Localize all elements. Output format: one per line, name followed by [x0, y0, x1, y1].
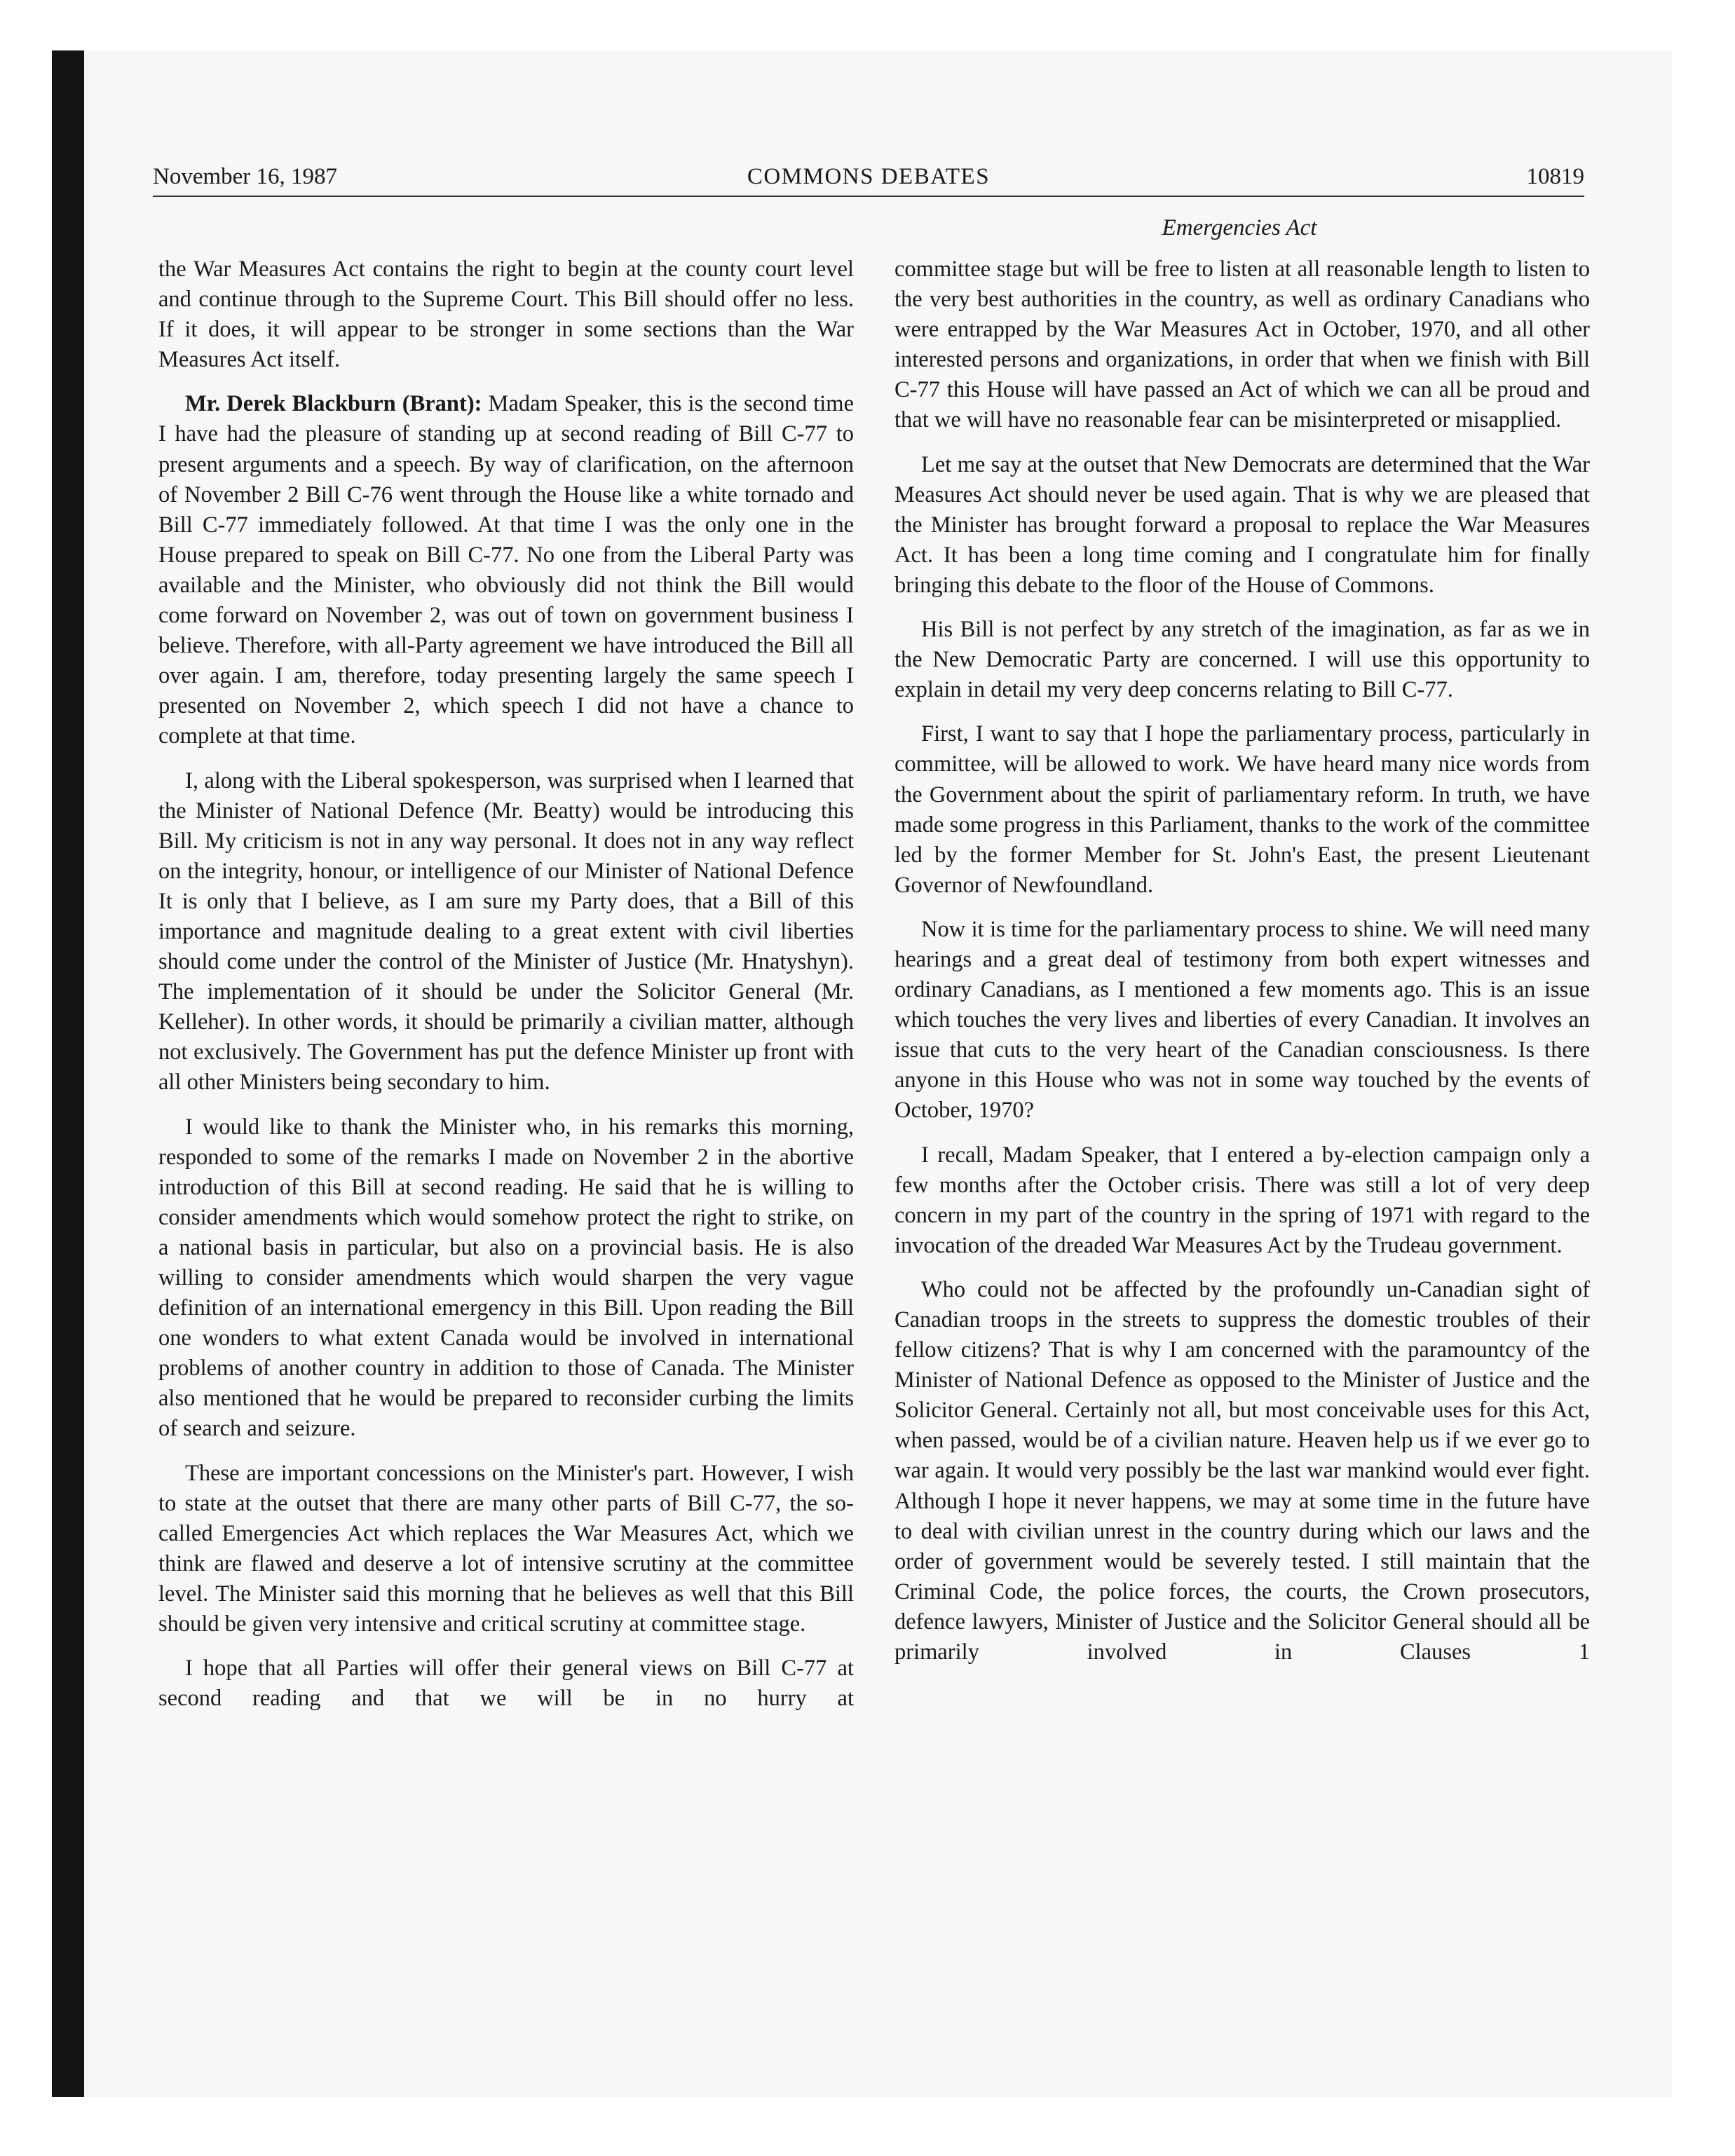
paragraph: Let me say at the outset that New Democrats are determined that the War Measures Act should never be used again. That is why we are pleased that the Minister has brought forward a proposal to replace the War Measures Act. It has been a long time coming and I congratulate him for finally bringing this debate to the floor of the House of Commons.: [894, 451, 1590, 598]
paragraph: First, I want to say that I hope the parliamentary process, particularly in committee, will be allowed to work. We have heard many nice words from the Government about the spirit of parliamentary reform. In truth, we have made some progress in this Parliament, thanks to the work of the committee led by the former Member for St. John's East, the present Lieutenant Governor of Newfoundland.: [894, 721, 1590, 898]
right-column: [894, 254, 1590, 1681]
header-rule: [153, 196, 1584, 197]
header-title: COMMONS DEBATES: [747, 164, 991, 189]
paragraph: I recall, Madam Speaker, that I entered a by-election campaign only a few months after the October crisis. There was still a lot of very deep concern in my part of the country in the spring of 1971 with regard to the invocation of the dreaded War Measures Act by the Trudeau government.: [894, 1142, 1590, 1258]
header-date: November 16, 1987: [153, 164, 338, 189]
paragraph: Who could not be affected by the profoundly un-Canadian sight of Canadian troops in the streets to suppress the domestic troubles of their fellow citizens? That is why I am concerned with the paramountcy of the Minister of National Defence as opposed to the Minister of Justice and the Solicitor General. Certainly not all, but most conceivable uses for this Act, when passed, would be of a civilian nature. Heaven help us if we ever go to war again. It would very possibly be the last war mankind would ever fight. Although I hope it never happens, we may at some time in the future have to deal with civilian unrest in the country during which our laws and the order of government would be severely tested. I still maintain that the Criminal Code, the police forces, the courts, the Crown prosecutors, defence lawyers, Minister of Justice and the Solicitor General should all be primarily involved in Clauses 1: [894, 1276, 1590, 1665]
paragraph: Now it is time for the parliamentary process to shine. We will need many hearings and a great deal of testimony from both expert witnesses and ordinary Canadians, as I mentioned a few moments ago. This is an issue which touches the very lives and liberties of every Canadian. It involves an issue that cuts to the very heart of the Canadian consciousness. Is there anyone in this House who was not in some way touched by the events of October, 1970?: [894, 916, 1590, 1124]
paragraph: These are important concessions on the Minister's part. However, I wish to state at the outset that there are many other parts of Bill C-77, the so-called Emergencies Act which replaces the War Measures Act, which we think are flawed and deserve a lot of intensive scrutiny at the committee level. The Minister said this morning that he believes as well that this Bill should be given very intensive and critical scrutiny at committee stage.: [158, 1460, 854, 1637]
paragraph-text: Madam Speaker, this is the second time I have had the pleasure of standing up at second reading of Bill C-77 to present arguments and a speech. By way of clarification, on the afternoon of November 2 Bill C-76 went through the House like a white tornado and Bill C-77 immediately followed. At that time I was the only one in the House prepared to speak on Bill C-77. No one from the Liberal Party was available and the Minister, who obviously did not think the Bill would come forward on November 2, was out of town on government business I believe. Therefore, with all-Party agreement we have introduced the Bill all over again. I am, therefore, today presenting largely the same speech I presented on November 2, which speech I did not have a chance to complete at that time.: [158, 391, 855, 749]
left-column: [158, 254, 854, 1728]
paragraph: committee stage but will be free to listen at all reasonable length to listen to the very best authorities in the country, as well as ordinary Canadians who were entrapped by the War Measures Act in October, 1970, and all other interested persons and organizations, in order that when we finish with Bill C-77 this House will have passed an Act of which we can all be proud and that we will have no reasonable fear can be misinterpreted or misapplied.: [894, 257, 1590, 433]
speaker-paragraph: [158, 389, 854, 751]
paragraph: I would like to thank the Minister who, in his remarks this morning, responded to some of the remarks I made on November 2 in the abortive introduction of this Bill at second reading. He said that he is willing to consider amendments which would somehow protect the right to strike, on a national basis in particular, but also on a provincial basis. He is also willing to consider amendments which would sharpen the very vague definition of an international emergency in this Bill. Upon reading the Bill one wonders to what extent Canada would be involved in international problems of another country in addition to those of Canada. The Minister also mentioned that he would be prepared to reconsider curbing the limits of search and seizure.: [158, 1114, 854, 1442]
paragraph: I hope that all Parties will offer their general views on Bill C-77 at second reading and that we will be in no hurry at: [158, 1656, 854, 1712]
speaker-label: Mr. Derek Blackburn (Brant):: [185, 391, 482, 417]
paragraph: I, along with the Liberal spokesperson, was surprised when I learned that the Minister of National Defence (Mr. Beatty) would be introducing this Bill. My criticism is not in any way personal. It does not in any way reflect on the integrity, honour, or intelligence of our Minister of National Defence It is only that I believe, as I am sure my Party does, that a Bill of this importance and magnitude dealing to a great extent with civil liberties should come under the control of the Minister of Justice (Mr. Hnatyshyn). The implementation of it should be under the Solicitor General (Mr. Kelleher). In other words, it should be primarily a civilian matter, although not exclusively. The Government has put the defence Minister up front with all other Ministers being secondary to him.: [158, 767, 854, 1096]
page-header: [153, 160, 1584, 193]
header-page-number: 10819: [1526, 164, 1584, 189]
running-title: Emergencies Act: [1162, 215, 1317, 240]
paragraph: His Bill is not perfect by any stretch of the imagination, as far as we in the New Democratic Party are concerned. I will use this opportunity to explain in detail my very deep concerns relating to Bill C-77.: [894, 617, 1590, 703]
scan-edge-shadow: [52, 50, 84, 2097]
paragraph: the War Measures Act contains the right to begin at the county court level and continue through to the Supreme Court. This Bill should offer no less. If it does, it will appear to be stronger in some sections than the War Measures Act itself.: [158, 257, 854, 373]
